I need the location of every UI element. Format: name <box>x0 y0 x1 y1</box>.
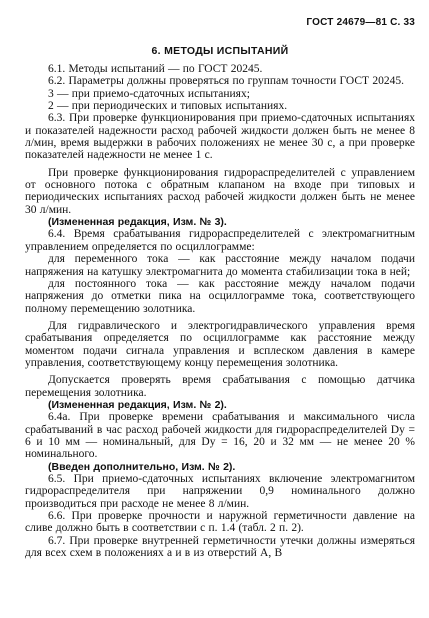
amendment-note-2b: (Введен дополнительно, Изм. № 2). <box>48 460 236 473</box>
list-item-group-2: 2 — при периодических и типовых испытаниях. <box>48 100 288 113</box>
paragraph-6-4-hydraulic: Для гидравлического и электрогидравлического управления время срабатывания определяется по осциллограмме как расстояние между моментом подачи сигнала управления и всплеском давления в камере управления, соответствующему концу перемещения золотника. <box>25 319 415 369</box>
amendment-note-3: (Измененная редакция, Изм. № 3). <box>48 216 227 229</box>
paragraph-6-4: 6.4. Время срабатывания гидрораспределителей с электромагнитным управлением определяется по осциллограмме: <box>25 228 415 253</box>
paragraph-6-2: 6.2. Параметры должны проверяться по группам точности ГОСТ 20245. <box>48 75 404 88</box>
document-body <box>25 63 415 559</box>
paragraph-6-4-sensor: Допускается проверять время срабатывания с помощью датчика перемещения золотника. <box>25 374 415 399</box>
paragraph-6-5: 6.5. При приемо-сдаточных испытаниях включение электромагнитом гидрораспределителя при напряжении 0,9 номинального должно производиться при расходе не менее 8 л/мин. <box>25 473 415 510</box>
amendment-note-2a: (Измененная редакция, Изм. № 2). <box>48 398 227 411</box>
paragraph-6-3: 6.3. При проверке функционирования при приемо-сдаточных испытаниях и показателей надежности расход рабочей жидкости должен быть не менее 8 л/мин, время выдержки в рабочих положениях не менее 30 с, а при проверке показателей надежности не менее 1 с. <box>25 112 415 162</box>
section-title: 6. МЕТОДЫ ИСПЫТАНИЙ <box>151 45 289 57</box>
paragraph-6-7: 6.7. При проверке внутренней герметичности утечки должны измеряться для всех схем в положениях а и в из отверстий А, В <box>25 534 415 560</box>
paragraph-6-1: 6.1. Методы испытаний — по ГОСТ 20245. <box>48 63 263 75</box>
running-head: ГОСТ 24679—81 С. 33 <box>306 17 415 28</box>
paragraph-6-4-dc: для постоянного тока — как расстояние между началом подачи напряжения до отметки пика на осциллограмме тока, соответствующего полному перемещению золотника. <box>25 277 415 315</box>
paragraph-6-4a: 6.4а. При проверке времени срабатывания и максимального числа срабатываний в час расход рабочей жидкости для гидрораспределителей Dу = 6 и 10 мм — номинальный, для Dу = 16, 20 и 32 мм — не менее 20 % номинального. <box>25 411 415 461</box>
paragraph-6-6: 6.6. При проверке прочности и наружной герметичности давление на сливе должно быть в соответствии с п. 1.4 (табл. 2 п. 2). <box>25 510 415 535</box>
paragraph-6-3-continued: При проверке функционирования гидрораспределителей с управлением от основного потока с обратным клапаном на входе при типовых и периодических испытаниях расход рабочей жидкости должен быть не менее 30 л/мин. <box>25 166 415 216</box>
paragraph-6-4-ac: для переменного тока — как расстояние между началом подачи напряжения на катушку электромагнита до момента стабилизации тока в ней; <box>25 253 415 278</box>
list-item-group-3: 3 — при приемо-сдаточных испытаниях; <box>48 87 250 100</box>
